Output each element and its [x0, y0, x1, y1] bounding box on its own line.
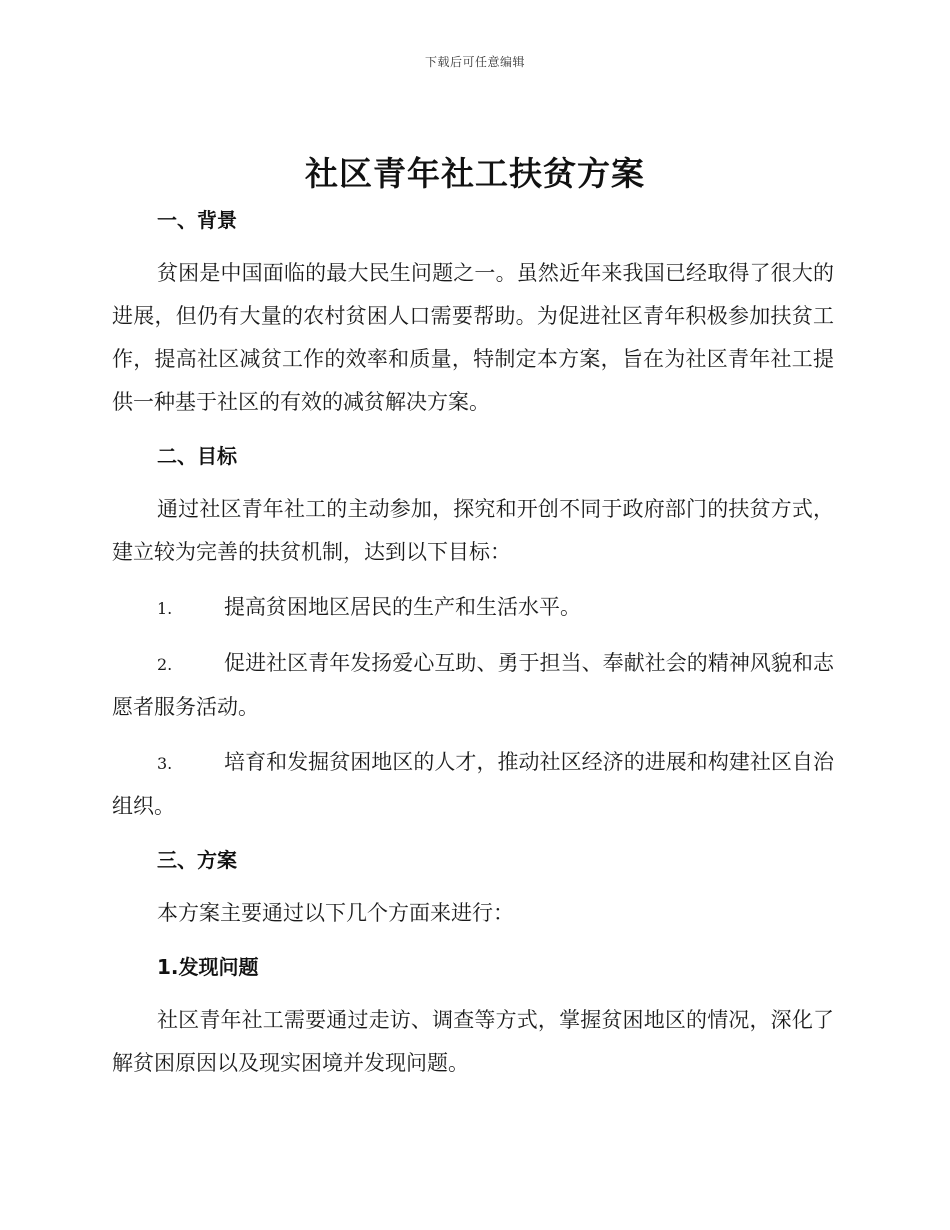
- header-note: 下载后可任意编辑: [424, 55, 525, 69]
- plan-paragraph: 本方案主要通过以下几个方面来进行：: [157, 901, 514, 925]
- list-item-text: 培育和发掘贫困地区的人才，推动社区经济的进展和构建社区自治组织。: [112, 750, 834, 818]
- section-heading-background: 一、背景: [157, 208, 237, 232]
- background-paragraph: 贫困是中国面临的最大民生问题之一。虽然近年来我国已经取得了很大的进展，但仍有大量的农村贫困人口需要帮助。为促进社区青年积极参加扶贫工作，提高社区减贫工作的效率和质量，特制定本方案，旨在为社区青年社工提供一种基于社区的有效的减贫解决方案。: [112, 261, 834, 414]
- sub-heading-find-problems: 1.发现问题: [157, 955, 259, 979]
- document-title: 社区青年社工扶贫方案: [305, 154, 645, 193]
- find-problems-paragraph: 社区青年社工需要通过走访、调查等方式，掌握贫困地区的情况，深化了解贫困原因以及现实困境并发现问题。: [112, 1008, 834, 1075]
- goal-list-item: [112, 642, 834, 729]
- section-heading-goal: 二、目标: [157, 444, 237, 468]
- list-item-number: 3.: [157, 754, 173, 773]
- document-body: [112, 200, 834, 1085]
- section-heading-plan: 三、方案: [157, 848, 237, 872]
- list-item-text: 提高贫困地区居民的生产和生活水平。: [224, 595, 581, 619]
- goal-list-item: [112, 586, 834, 630]
- goal-paragraph: 通过社区青年社工的主动参加，探究和开创不同于政府部门的扶贫方式，建立较为完善的扶贫机制，达到以下目标：: [112, 497, 834, 564]
- list-item-number: 1.: [157, 599, 173, 618]
- list-item-number: 2.: [157, 655, 173, 674]
- goal-list-item: [112, 741, 834, 828]
- list-item-text: 促进社区青年发扬爱心互助、勇于担当、奉献社会的精神风貌和志愿者服务活动。: [112, 651, 834, 719]
